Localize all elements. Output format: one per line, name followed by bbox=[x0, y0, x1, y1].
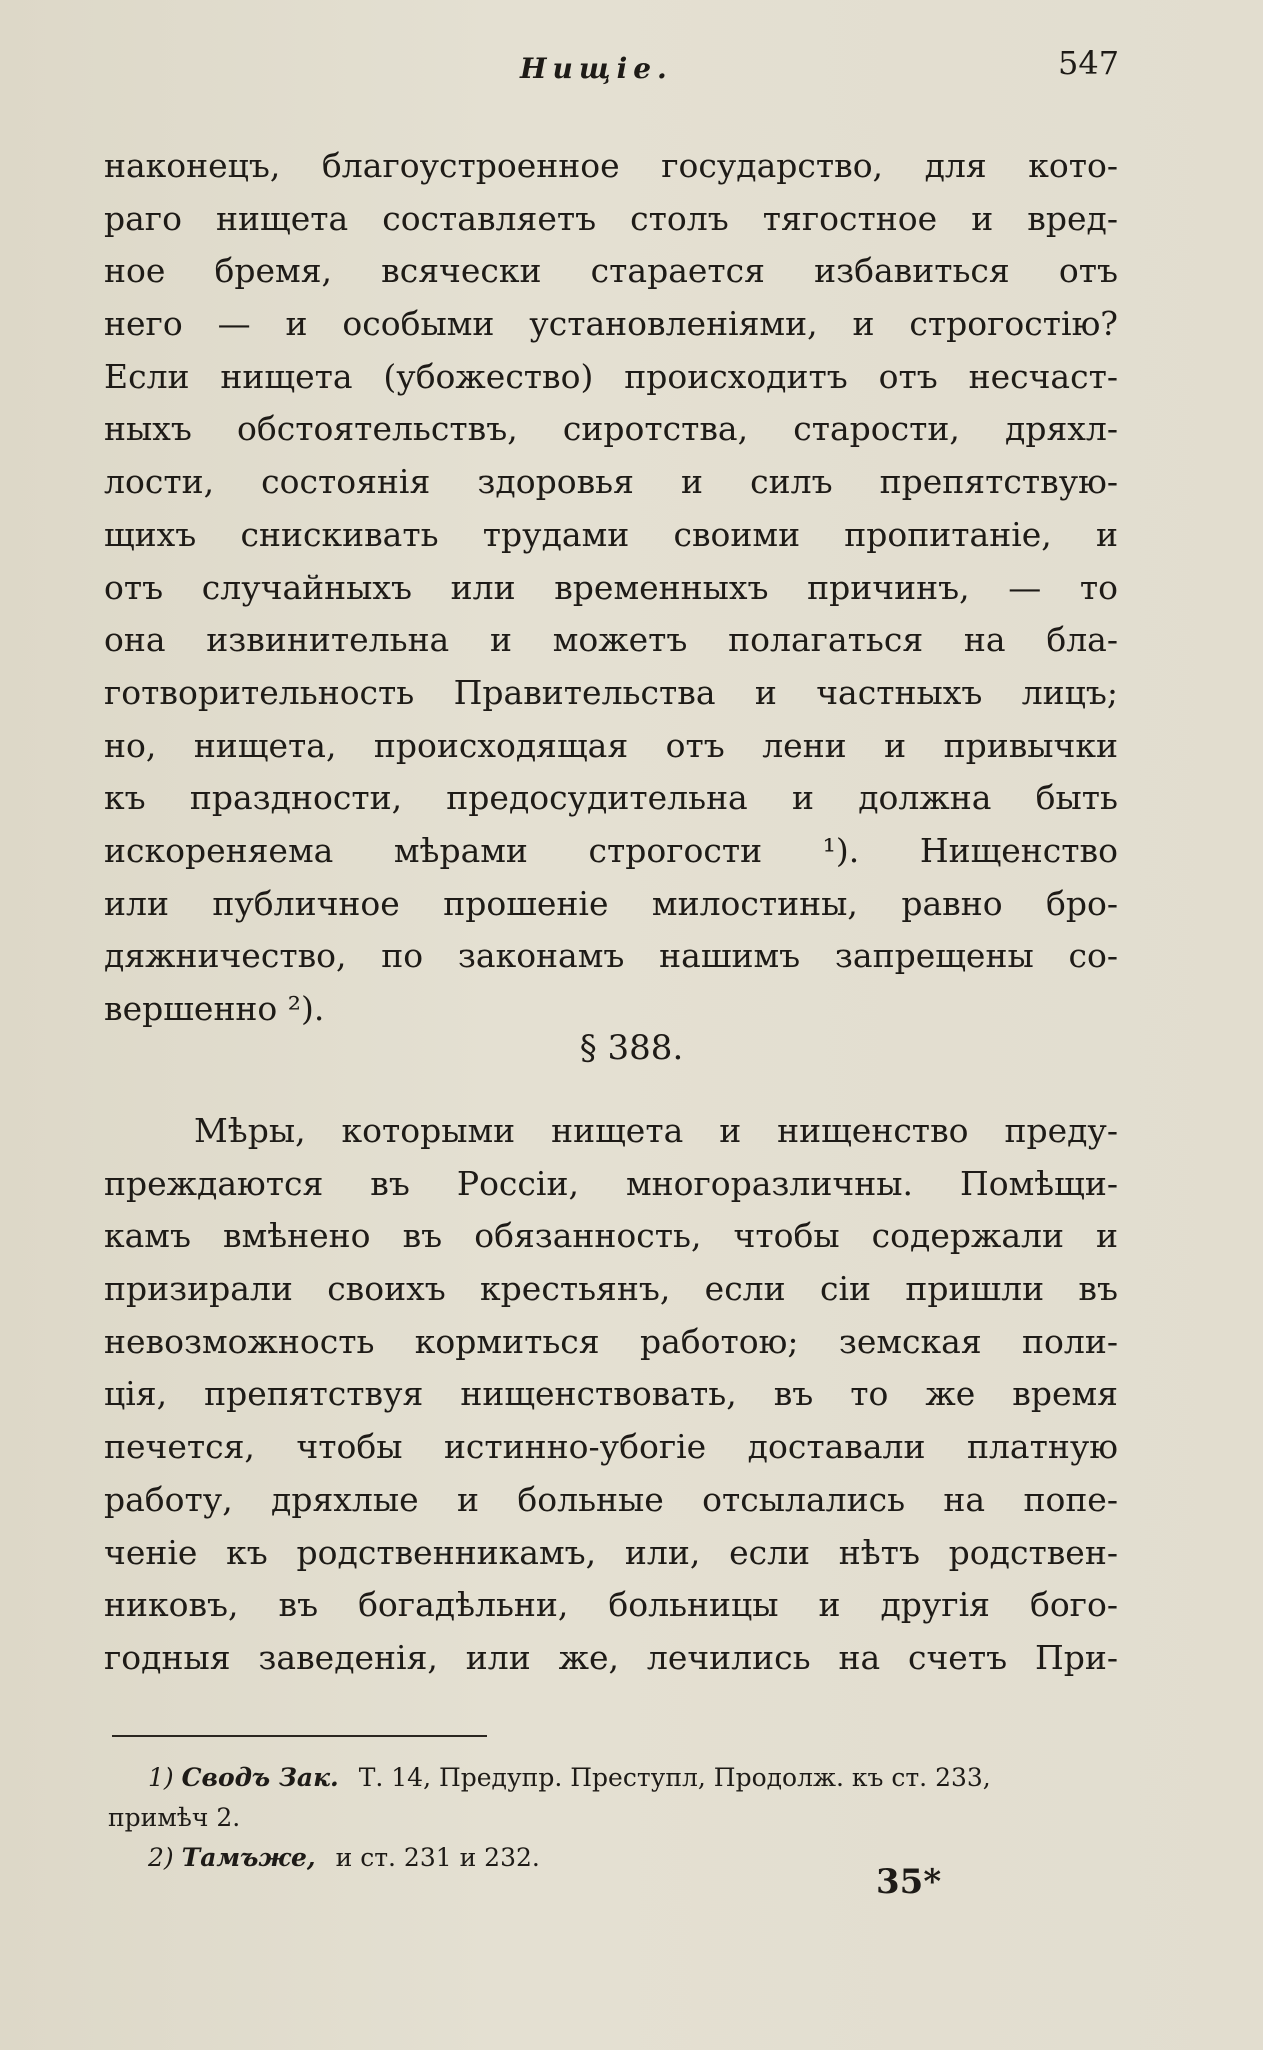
paragraph-1 bbox=[104, 140, 1118, 1036]
footnotes bbox=[108, 1758, 1128, 1878]
text-line: ченіе къ родственникамъ, или, если нѣтъ родствен- bbox=[104, 1532, 1118, 1572]
text-line: лости, состоянія здоровья и силъ препятствую- bbox=[104, 462, 1118, 502]
text-line: него — и особыми установленіями, и строгостію? bbox=[104, 304, 1118, 344]
text-line: печется, чтобы истинно-убогіе доставали платную bbox=[104, 1427, 1118, 1467]
text-line: Если нищета (убожество) происходитъ отъ несчаст- bbox=[104, 356, 1118, 396]
footnote-2-number: 2) bbox=[148, 1843, 174, 1872]
footnote-1-number: 1) bbox=[148, 1763, 174, 1792]
text-line: ныхъ обстоятельствъ, сиротства, старости, дряхл- bbox=[104, 409, 1118, 449]
page-number: 547 bbox=[1058, 44, 1120, 82]
text-line: призирали своихъ крестьянъ, если сіи пришли въ bbox=[104, 1269, 1118, 1309]
text-line: но, нищета, происходящая отъ лени и привычки bbox=[104, 725, 1118, 765]
text-line: вершенно ²). bbox=[104, 989, 325, 1028]
text-line: щихъ снискивать трудами своими пропитаніе, и bbox=[104, 514, 1118, 554]
text-line: искореняема мѣрами строгости ¹). Нищенство bbox=[104, 830, 1118, 870]
footnote-2-source: Тамъже, bbox=[181, 1843, 316, 1872]
text-line: ное бремя, всячески старается избавиться отъ bbox=[104, 251, 1118, 291]
text-line: или публичное прошеніе милостины, равно бро- bbox=[104, 883, 1118, 923]
footnote-divider bbox=[112, 1735, 487, 1737]
text-line: раго нищета составляетъ столъ тягостное и вред- bbox=[104, 198, 1118, 238]
text-line: готворительность Правительства и частныхъ лицъ; bbox=[104, 672, 1118, 712]
footnote-2 bbox=[148, 1838, 1128, 1878]
signature-mark: 35* bbox=[876, 1862, 942, 1902]
text-line: ція, препятствуя нищенствовать, въ то же время bbox=[104, 1374, 1118, 1414]
text-line: годныя заведенія, или же, лечились на счетъ При- bbox=[104, 1637, 1118, 1677]
running-head: Нищіе. bbox=[520, 52, 673, 85]
footnote-2-text: и ст. 231 и 232. bbox=[335, 1843, 540, 1872]
text-line: къ праздности, предосудительна и должна быть bbox=[104, 778, 1118, 818]
text-line: наконецъ, благоустроенное государство, для кото- bbox=[104, 146, 1118, 185]
text-line: никовъ, въ богадѣльни, больницы и другія бого- bbox=[104, 1585, 1118, 1625]
text-line: Мѣры, которыми нищета и нищенство преду- bbox=[194, 1111, 1118, 1150]
text-line: она извинительна и можетъ полагаться на бла- bbox=[104, 620, 1118, 660]
text-line: отъ случайныхъ или временныхъ причинъ, — то bbox=[104, 567, 1118, 607]
footnote-1-continuation: примѣч 2. bbox=[108, 1803, 241, 1832]
footnote-1-source: Сводъ Зак. bbox=[181, 1763, 339, 1792]
text-line: работу, дряхлые и больные отсылались на попе- bbox=[104, 1479, 1118, 1519]
text-line: невозможность кормиться работою; земская поли- bbox=[104, 1321, 1118, 1361]
footnote-1-text: Т. 14, Предупр. Преступл, Продолж. къ ст. 233, bbox=[358, 1763, 991, 1792]
text-line: камъ вмѣнено въ обязанность, чтобы содержали и bbox=[104, 1216, 1118, 1256]
section-heading: § 388. bbox=[579, 1028, 684, 1068]
footnote-1 bbox=[148, 1758, 1128, 1798]
text-line: преждаются въ Россіи, многоразличны. Помѣщи- bbox=[104, 1163, 1118, 1203]
paragraph-2 bbox=[104, 1105, 1118, 1685]
text-line: дяжничество, по законамъ нашимъ запрещены со- bbox=[104, 936, 1118, 976]
